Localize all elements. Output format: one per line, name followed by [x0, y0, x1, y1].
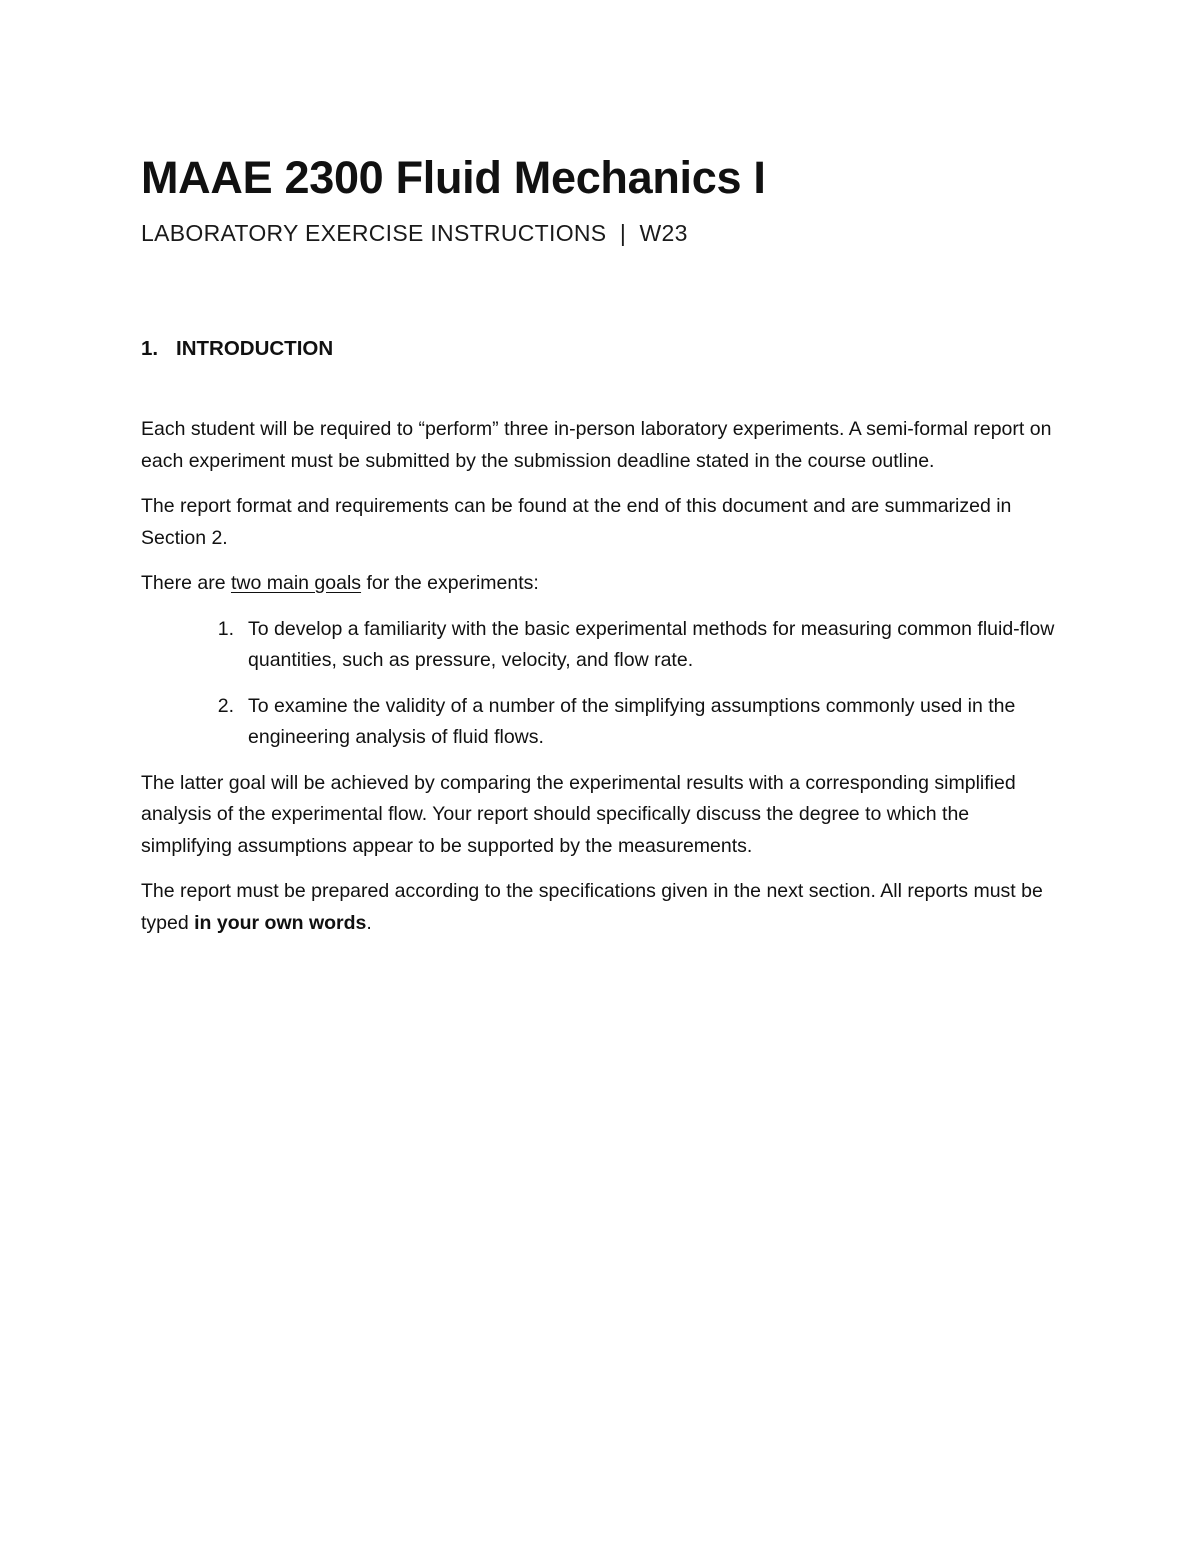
- paragraph-report-specifications: [141, 876, 1061, 939]
- page-content: [141, 150, 1061, 939]
- list-item: [141, 691, 1061, 754]
- goals-underlined-text: two main goals: [230, 572, 362, 594]
- specifications-text: The report must be prepared according to the specifications given in the next section. All reports must be typed: [141, 880, 1049, 934]
- goals-lead-tail: for the experiments:: [361, 572, 539, 594]
- section-title: INTRODUCTION: [176, 337, 334, 360]
- list-item-number: 1.: [217, 617, 234, 640]
- own-words-bold-text: in your own words: [194, 911, 367, 934]
- list-item-number: 2.: [217, 694, 234, 717]
- list-item-text: To develop a familiarity with the basic experimental methods for measuring common fluid-flow quantities, such as pressure, velocity, and flow rate.: [248, 617, 1055, 671]
- section-number: 1.: [141, 337, 159, 360]
- list-item: [141, 614, 1061, 677]
- paragraph-intro: Each student will be required to “perform” three in-person laboratory experiments. A semi-formal report on each experiment must be submitted by the submission deadline stated in the course outline.: [141, 418, 1052, 472]
- list-item-text: To examine the validity of a number of the simplifying assumptions commonly used in the engineering analysis of fluid flows.: [248, 694, 1016, 748]
- goals-lead-text: There are: [141, 572, 231, 594]
- paragraph-latter-goal: The latter goal will be achieved by comparing the experimental results with a corresponding simplified analysis of the experimental flow. Your report should specifically discuss the degree to which the simplifying assumptions appear to be supported by the measurements.: [141, 771, 1016, 857]
- paragraph-goals-lead: [141, 568, 1061, 600]
- specifications-tail: .: [366, 911, 372, 934]
- document-title: MAAE 2300 Fluid Mechanics I: [141, 152, 766, 203]
- document-subtitle: LABORATORY EXERCISE INSTRUCTIONS | W23: [141, 220, 688, 246]
- section-heading-introduction: [141, 335, 1061, 363]
- paragraph-report-format: The report format and requirements can be found at the end of this document and are summarized in Section 2.: [141, 495, 1012, 549]
- goals-list: [141, 614, 1061, 754]
